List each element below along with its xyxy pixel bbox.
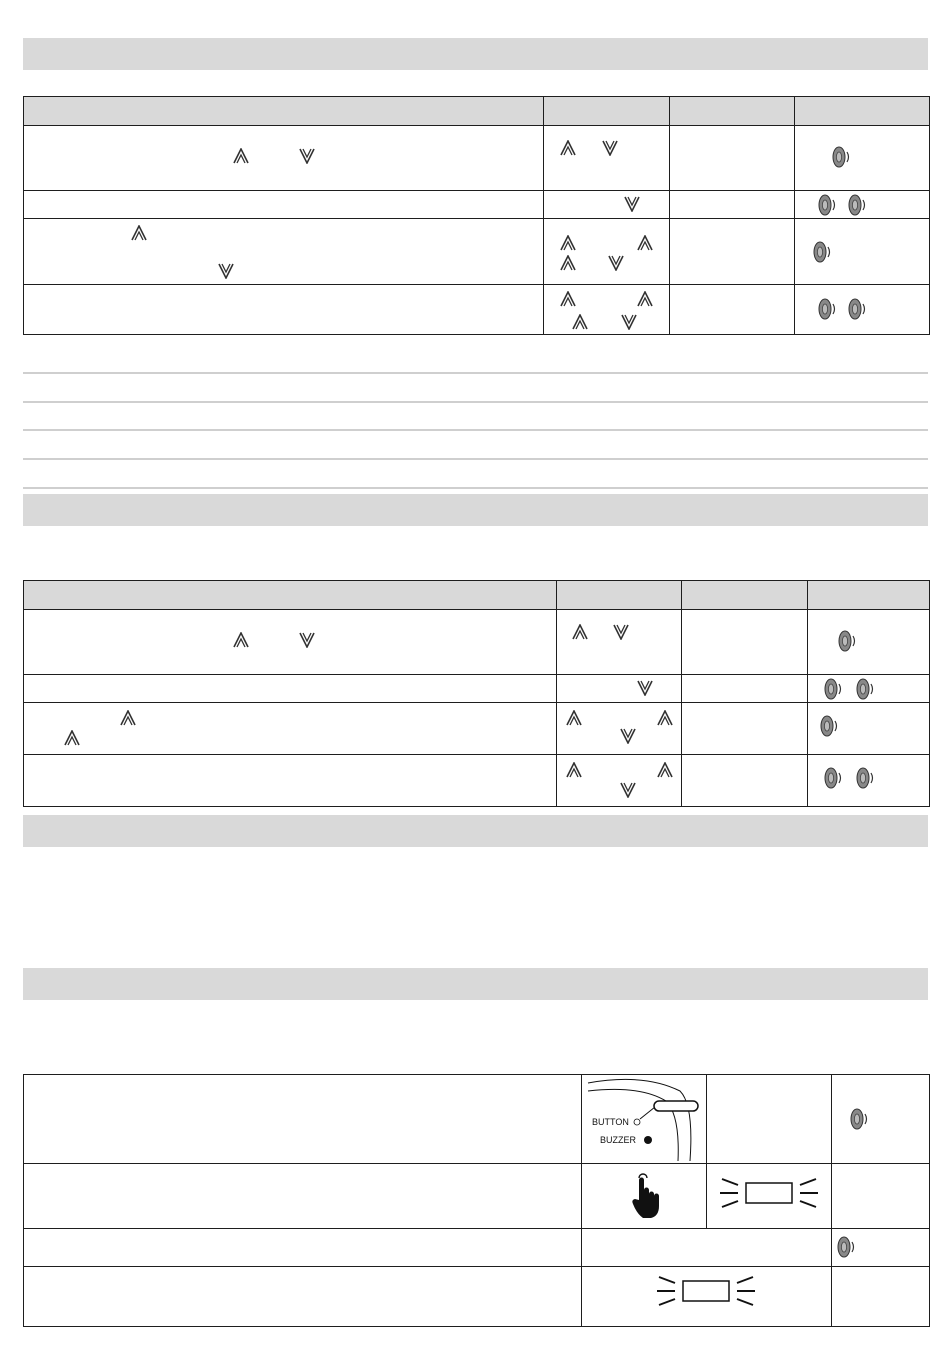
key-cell xyxy=(544,191,670,219)
buzzer-icon xyxy=(818,298,838,320)
divider-line xyxy=(23,487,928,489)
instruction-cell xyxy=(24,755,557,807)
buzzer-icon xyxy=(838,630,858,652)
display-cell xyxy=(682,703,808,755)
header-cell xyxy=(808,581,930,610)
sound-cell xyxy=(832,1075,930,1164)
instruction-cell xyxy=(24,219,544,285)
display-cell xyxy=(670,285,795,335)
button-highlight xyxy=(654,1101,698,1111)
key-cell xyxy=(544,219,670,285)
display-cell xyxy=(670,219,795,285)
divider-line xyxy=(23,401,928,403)
divider-line xyxy=(23,372,928,374)
buzzer-icon xyxy=(848,194,868,216)
key-cell xyxy=(544,285,670,335)
instruction-cell xyxy=(24,285,544,335)
table-row xyxy=(24,675,930,703)
header-cell xyxy=(795,97,930,126)
display-cell xyxy=(682,675,808,703)
buzzer-icon xyxy=(848,298,868,320)
up-arrow-icon xyxy=(64,730,80,746)
up-arrow-icon xyxy=(566,762,582,778)
sound-cell xyxy=(832,1229,930,1267)
header-cell xyxy=(557,581,682,610)
key-cell xyxy=(557,610,682,675)
buzzer-icon xyxy=(813,241,833,263)
up-arrow-icon xyxy=(560,140,576,156)
down-arrow-icon xyxy=(218,263,234,279)
table-row xyxy=(24,610,930,675)
buzzer-icon xyxy=(850,1108,870,1130)
display-cell xyxy=(670,191,795,219)
display-cell xyxy=(707,1075,832,1164)
instruction-cell xyxy=(24,1229,582,1267)
section-header-band-2 xyxy=(23,494,928,526)
action-cell xyxy=(582,1164,707,1229)
buzzer-label: BUZZER xyxy=(600,1135,636,1145)
display-cell xyxy=(670,126,795,191)
instruction-cell xyxy=(24,191,544,219)
pairing-table xyxy=(23,1074,930,1327)
buzzer-icon xyxy=(824,678,844,700)
table-row xyxy=(24,1267,930,1327)
instruction-cell xyxy=(24,126,544,191)
down-arrow-icon xyxy=(613,624,629,640)
down-arrow-icon xyxy=(624,196,640,212)
key-cell xyxy=(557,703,682,755)
divider-line xyxy=(23,429,928,431)
instruction-cell xyxy=(24,1267,582,1327)
sound-cell xyxy=(795,285,930,335)
key-cell xyxy=(557,755,682,807)
action-cell xyxy=(582,1229,832,1267)
sound-cell xyxy=(832,1267,930,1327)
table-row xyxy=(24,126,930,191)
buzzer-icon xyxy=(818,194,838,216)
table-row xyxy=(24,285,930,335)
header-cell xyxy=(670,97,795,126)
up-arrow-icon xyxy=(637,235,653,251)
header-cell xyxy=(24,581,557,610)
up-arrow-icon xyxy=(233,148,249,164)
down-arrow-icon xyxy=(620,728,636,744)
up-arrow-icon xyxy=(560,291,576,307)
sound-cell xyxy=(795,191,930,219)
instruction-cell xyxy=(24,703,557,755)
down-arrow-icon xyxy=(620,782,636,798)
down-arrow-icon xyxy=(602,140,618,156)
instruction-cell xyxy=(24,610,557,675)
table-row xyxy=(24,219,930,285)
table-row xyxy=(24,191,930,219)
down-arrow-icon xyxy=(621,314,637,330)
header-cell xyxy=(682,581,808,610)
up-arrow-icon xyxy=(657,762,673,778)
sound-cell xyxy=(808,755,930,807)
up-arrow-icon xyxy=(572,624,588,640)
buzzer-icon xyxy=(832,146,852,168)
buzzer-icon xyxy=(856,678,876,700)
table-row xyxy=(24,1075,930,1164)
flashing-display-icon xyxy=(718,1175,820,1211)
down-arrow-icon xyxy=(299,632,315,648)
table-row xyxy=(24,1229,930,1267)
up-arrow-icon xyxy=(657,710,673,726)
diagram-cell xyxy=(582,1075,707,1164)
up-arrow-icon xyxy=(233,632,249,648)
table-row xyxy=(24,703,930,755)
sound-cell xyxy=(808,703,930,755)
buzzer-icon xyxy=(824,767,844,789)
key-cell xyxy=(544,126,670,191)
display-cell xyxy=(707,1164,832,1229)
down-arrow-icon xyxy=(608,255,624,271)
sound-cell xyxy=(808,675,930,703)
instruction-cell xyxy=(24,1075,582,1164)
flashing-display-icon xyxy=(655,1273,757,1309)
table-row xyxy=(24,1164,930,1229)
hand-press-icon xyxy=(629,1172,663,1220)
header-cell xyxy=(544,97,670,126)
instruction-cell xyxy=(24,1164,582,1229)
unit-diagram xyxy=(584,1077,704,1161)
down-arrow-icon xyxy=(637,680,653,696)
display-cell xyxy=(682,755,808,807)
table-row xyxy=(24,755,930,807)
up-arrow-icon xyxy=(131,225,147,241)
buzzer-icon xyxy=(820,715,840,737)
section-header-band-3 xyxy=(23,815,928,847)
divider-line xyxy=(23,458,928,460)
up-arrow-icon xyxy=(637,291,653,307)
up-arrow-icon xyxy=(560,235,576,251)
sound-cell xyxy=(808,610,930,675)
header-cell xyxy=(24,97,544,126)
up-arrow-icon xyxy=(120,710,136,726)
display-cell xyxy=(682,610,808,675)
settings-table-1 xyxy=(23,96,930,335)
up-arrow-icon xyxy=(566,710,582,726)
instruction-cell xyxy=(24,675,557,703)
sound-cell xyxy=(795,219,930,285)
settings-table-2 xyxy=(23,580,930,807)
section-header-band-1 xyxy=(23,38,928,70)
key-cell xyxy=(557,675,682,703)
up-arrow-icon xyxy=(572,314,588,330)
button-label: BUTTON xyxy=(592,1117,629,1127)
section-header-band-4 xyxy=(23,968,928,1000)
up-arrow-icon xyxy=(560,255,576,271)
down-arrow-icon xyxy=(299,148,315,164)
buzzer-icon xyxy=(837,1236,857,1258)
buzzer-icon xyxy=(856,767,876,789)
display-cell xyxy=(582,1267,832,1327)
sound-cell xyxy=(795,126,930,191)
sound-cell xyxy=(832,1164,930,1229)
